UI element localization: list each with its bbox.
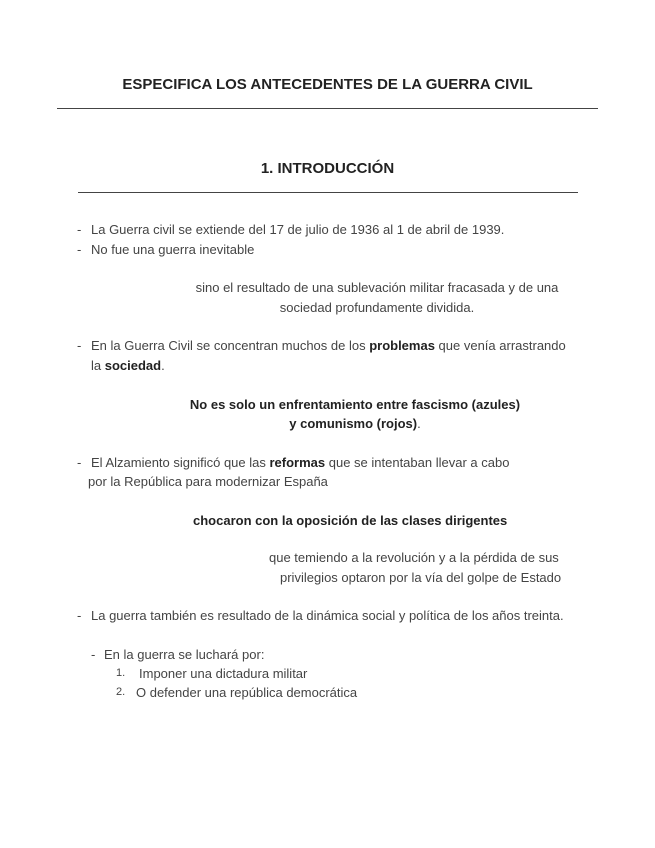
list-item: O defender una república democrática	[136, 685, 358, 700]
bold-problemas: problemas	[369, 338, 435, 353]
indent-line: que temiendo a la revolución y a la pérdida de sus	[269, 550, 559, 565]
bullet-dash: -	[77, 338, 82, 353]
list-number: 2.	[116, 686, 126, 698]
title-divider	[57, 108, 598, 109]
section-divider	[78, 192, 578, 193]
bullet-text-3: En la Guerra Civil se concentran muchos de los problemas que venía arrastrando	[91, 338, 566, 353]
bullet-text-1: La Guerra civil se extiende del 17 de julio de 1936 al 1 de abril de 1939.	[91, 222, 505, 237]
bold-reformas: reformas	[269, 455, 326, 470]
bold-sociedad: sociedad	[104, 358, 162, 373]
bullet-text-2: No fue una guerra inevitable	[91, 242, 255, 257]
sub-bullet-text: En la guerra se luchará por:	[104, 647, 265, 662]
bullet-dash: -	[77, 242, 82, 257]
section-title: 1. INTRODUCCIÓN	[260, 160, 395, 177]
indent-line: privilegios optaron por la vía del golpe de Estado	[280, 570, 562, 585]
bullet-text-4: El Alzamiento significó que las reformas que se intentaban llevar a cabo	[91, 455, 510, 470]
bold-statement-line1: No es solo un enfrentamiento entre fascismo (azules)	[189, 397, 521, 412]
list-item: Imponer una dictadura militar	[139, 666, 308, 681]
list-number: 1.	[116, 667, 126, 679]
bullet-dash: -	[77, 608, 82, 623]
bullet-text-3-line2: la sociedad.	[91, 358, 165, 373]
bullet-text-5: La guerra también es resultado de la dinámica social y política de los años treinta.	[91, 608, 564, 623]
bullet-dash: -	[77, 455, 82, 470]
indent-line: sino el resultado de una sublevación militar fracasada y de una	[195, 280, 559, 295]
document-title: ESPECIFICA LOS ANTECEDENTES DE LA GUERRA CIVIL	[122, 76, 533, 93]
bold-statement-line2: y comunismo (rojos).	[289, 416, 421, 431]
bullet-dash: -	[77, 222, 82, 237]
indent-line: sociedad profundamente dividida.	[279, 300, 475, 315]
sub-bullet-dash: -	[91, 647, 96, 662]
bold-statement-clases: chocaron con la oposición de las clases dirigentes	[193, 513, 508, 528]
bullet-text-4-line2: por la República para modernizar España	[88, 474, 328, 489]
